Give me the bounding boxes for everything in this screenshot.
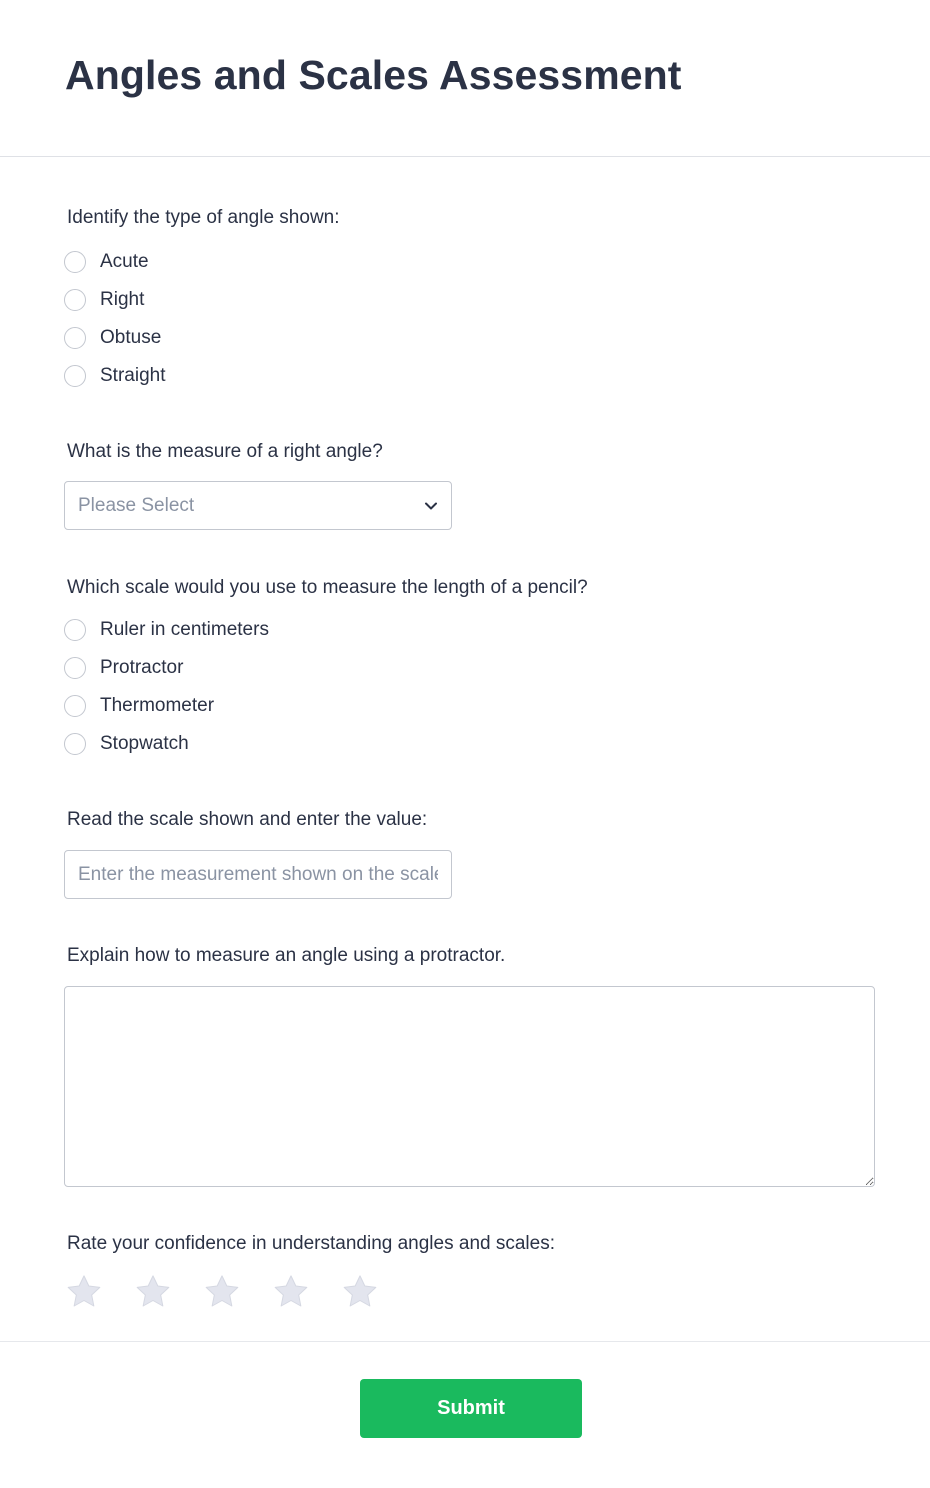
radio-option-label: Protractor (100, 657, 184, 678)
question-right-angle-label: What is the measure of a right angle? (67, 441, 383, 462)
star-icon[interactable] (64, 1272, 104, 1312)
star-icon[interactable] (271, 1272, 311, 1312)
scale-radio-group (64, 611, 269, 763)
star-icon[interactable] (202, 1272, 242, 1312)
star-icon[interactable] (133, 1272, 173, 1312)
angle-type-radio-group (64, 243, 165, 395)
radio-option-label: Straight (100, 365, 166, 386)
radio-option-stopwatch[interactable] (64, 725, 269, 763)
question-scale-label: Which scale would you use to measure the length of a pencil? (67, 577, 588, 598)
radio-option-label: Thermometer (100, 695, 215, 716)
radio-option-ruler[interactable] (64, 611, 269, 649)
question-confidence-label: Rate your confidence in understanding angles and scales: (67, 1233, 555, 1254)
star-icon[interactable] (340, 1272, 380, 1312)
radio-option-label: Obtuse (100, 327, 162, 348)
radio-button[interactable] (64, 327, 86, 349)
radio-button[interactable] (64, 695, 86, 717)
question-angle-type-label: Identify the type of angle shown: (67, 207, 340, 228)
confidence-rating (64, 1272, 409, 1312)
form-header (0, 0, 930, 157)
radio-button[interactable] (64, 289, 86, 311)
radio-button[interactable] (64, 619, 86, 641)
question-explain-label: Explain how to measure an angle using a protractor. (67, 945, 506, 966)
radio-option-label: Acute (100, 251, 149, 272)
radio-option-straight[interactable] (64, 357, 165, 395)
right-angle-select[interactable] (64, 481, 452, 530)
explanation-textarea[interactable] (64, 986, 875, 1187)
select-placeholder: Please Select (78, 494, 195, 516)
question-read-scale-label: Read the scale shown and enter the value: (67, 809, 428, 830)
radio-option-obtuse[interactable] (64, 319, 165, 357)
submit-button[interactable]: Submit (360, 1379, 582, 1438)
radio-button[interactable] (64, 657, 86, 679)
measurement-input[interactable] (64, 850, 452, 899)
radio-option-protractor[interactable] (64, 649, 269, 687)
radio-option-acute[interactable] (64, 243, 165, 281)
chevron-down-icon (424, 501, 438, 511)
page-title: Angles and Scales Assessment (65, 52, 682, 98)
radio-option-label: Ruler in centimeters (100, 619, 269, 640)
radio-option-label: Right (100, 289, 145, 310)
radio-option-label: Stopwatch (100, 733, 189, 754)
footer-divider (0, 1341, 930, 1342)
radio-option-right[interactable] (64, 281, 165, 319)
radio-option-thermometer[interactable] (64, 687, 269, 725)
radio-button[interactable] (64, 365, 86, 387)
radio-button[interactable] (64, 251, 86, 273)
radio-button[interactable] (64, 733, 86, 755)
